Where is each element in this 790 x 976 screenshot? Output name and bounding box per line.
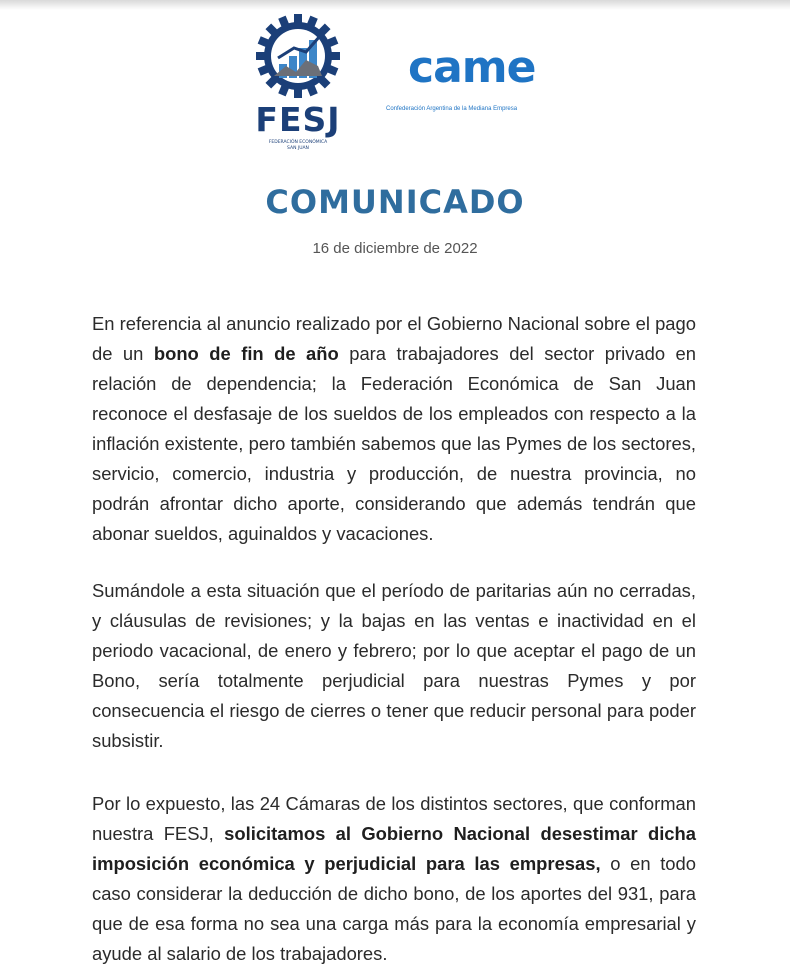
- came-subtitle: Confederación Argentina de la Mediana Empresa: [386, 106, 518, 112]
- fesj-logo: [254, 14, 344, 156]
- paragraph-2-text: Sumándole a esta situación que el período de paritarias aún no cerradas, y cláusulas de revisiones; y la bajas en las ventas e inactividad en el periodo vacacional, de enero y febrero; por lo que aceptar el pago de un Bono, sería totalmente perjudicial para nuestras Pymes y por consecuencia el riesgo de cierres o tener que reducir personal para poder subsistir.: [92, 580, 696, 751]
- fesj-subtitle-line1: FEDERACIÓN ECONÓMICA: [268, 140, 328, 145]
- paragraph-2: [92, 576, 696, 756]
- paragraph-3: [92, 789, 696, 969]
- fesj-subtitle: [254, 140, 342, 152]
- document-date: 16 de diciembre de 2022: [312, 240, 478, 257]
- paragraph-1-text-b: para trabajadores del sector privado en relación de dependencia; la Federación Económica de San Juan reconoce el desfasaje de los sueldos de los empleados con respecto a la inflación existente, pero también sabemos que las Pymes de los sectores, servicio, comercio, industria y producción, de nuestra provincia, no podrán afrontar dicho aporte, considerando que además tendrán que abonar sueldos, aguinaldos y vacaciones.: [92, 343, 696, 544]
- paragraph-3-text-a: Por lo expuesto, las 24 Cámaras de los distintos sectores, que conforman nuestra FESJ,: [92, 793, 696, 844]
- page-title: COMUNICADO: [265, 183, 525, 221]
- header-logos: [0, 0, 790, 170]
- paragraph-3-text-b: o en todo caso considerar la deducción de dicho bono, de los aportes del 931, para que de esa forma no sea una carga más para la economía empresarial y ayude al salario de los trabajadores.: [92, 853, 696, 964]
- came-wordmark: came: [408, 42, 536, 93]
- fesj-subtitle-line2: SAN JUAN: [287, 146, 309, 151]
- paragraph-1-bold: bono de fin de año: [153, 343, 339, 364]
- came-logo: [386, 40, 556, 120]
- paragraph-3-bold: solicitamos al Gobierno Nacional desestimar dicha imposición económica y perjudicial para las empresas,: [92, 823, 696, 874]
- paragraph-1-text-a: En referencia al anuncio realizado por el Gobierno Nacional sobre el pago de un: [92, 313, 696, 364]
- paragraph-1: [92, 309, 696, 549]
- fesj-wordmark: FESJ: [255, 100, 341, 139]
- gear-icon: [256, 14, 340, 98]
